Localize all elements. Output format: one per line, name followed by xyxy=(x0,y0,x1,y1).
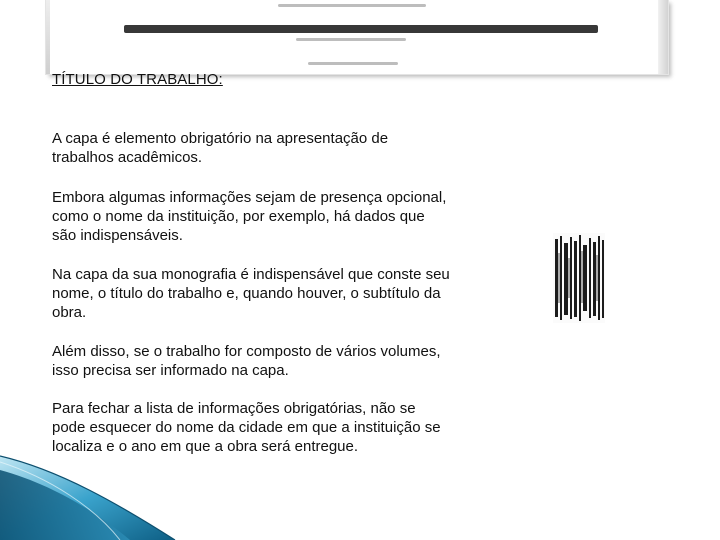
cover-smear-top xyxy=(278,4,426,7)
section-title: TÍTULO DO TRABALHO: xyxy=(52,71,223,88)
cover-smear-bottom xyxy=(308,62,398,65)
paragraph-3: Na capa da sua monografia é indispensável que conste seu nome, o título do trabalho e, quando houver, o subtítulo da obra. xyxy=(52,266,450,321)
paragraph-2: Embora algumas informações sejam de presença opcional, como o nome da instituição, por exemplo, há dados que são indispensáveis. xyxy=(52,189,447,244)
cover-preview-left-edge xyxy=(46,0,50,74)
cover-preview-image xyxy=(46,0,668,74)
cover-smear-title xyxy=(124,25,598,33)
paragraph-5: Para fechar a lista de informações obrigatórias, não se pode esquecer do nome da cidade em que a instituição se localiza e o ano em que a obra será entregue. xyxy=(52,400,441,455)
cover-preview-right-edge xyxy=(658,0,668,74)
barcode-like-image xyxy=(553,233,605,323)
cover-smear-subtitle xyxy=(296,38,406,41)
paragraph-4: Além disso, se o trabalho for composto de vários volumes, isso precisa ser informado na capa. xyxy=(52,343,441,379)
paragraph-1: A capa é elemento obrigatório na apresentação de trabalhos acadêmicos. xyxy=(52,130,389,166)
